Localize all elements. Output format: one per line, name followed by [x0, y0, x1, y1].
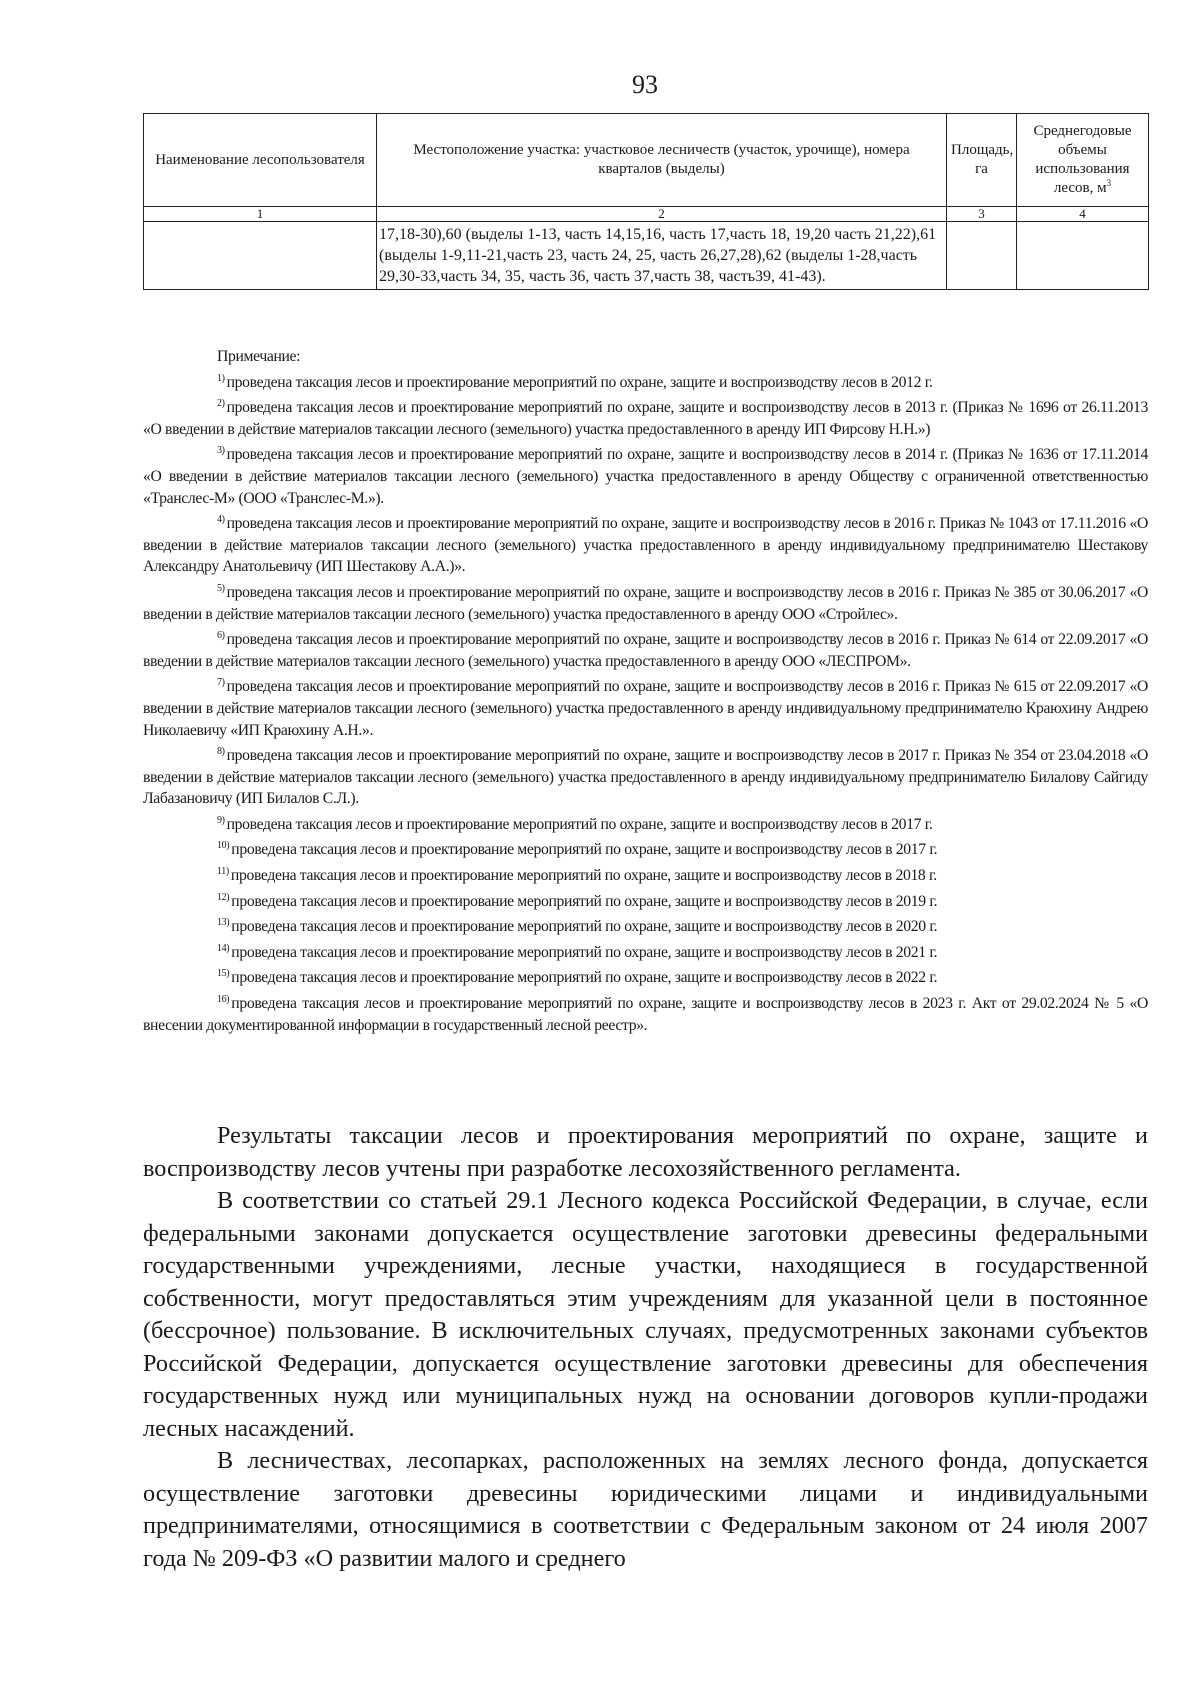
note-text: проведена таксация лесов и проектирование мероприятий по охране, защите и воспроизводству лесов в 2019 г. [231, 892, 938, 910]
notes-section [143, 346, 1148, 1036]
header-volume-unit-power: 3 [1106, 178, 1112, 188]
cell-user [144, 222, 377, 290]
note-marker: 8) [217, 746, 225, 758]
note-marker: 11) [217, 866, 229, 878]
note-item [143, 912, 1148, 938]
note-text: проведена таксация лесов и проектирование мероприятий по охране, защите и воспроизводству лесов в 2018 г. [230, 867, 937, 885]
note-item [143, 368, 1148, 394]
note-item [143, 835, 1148, 861]
note-marker: 1) [217, 372, 225, 384]
note-marker: 13) [217, 917, 230, 929]
note-marker: 15) [217, 968, 230, 980]
cell-location: 17,18-30),60 (выделы 1-13, часть 14,15,16, часть 17,часть 18, 19,20 часть 21,22),61 (выделы 1-9,11-21,часть 23, часть 24, 25, часть 26,27,28),62 (выделы 1-28,часть 29,30-33,часть 34, 35, часть 36, часть 37,часть 38, часть39, 41-43). [377, 222, 947, 290]
note-item [143, 861, 1148, 887]
note-marker: 6) [217, 630, 225, 642]
column-number: 2 [377, 207, 947, 222]
note-marker: 4) [217, 514, 225, 526]
note-text: проведена таксация лесов и проектирование мероприятий по охране, защите и воспроизводству лесов в 2016 г. Приказ № 1043 от 17.11.2016 «О введении в действие материалов таксации лесного (земельного) участка предоставленного в аренду индивидуальному предпринимателю Шестакову Александру Анатольевичу (ИП Шестакову А.А.)». [143, 515, 1148, 576]
note-text: проведена таксация лесов и проектирование мероприятий по охране, защите и воспроизводству лесов в 2022 г. [231, 969, 938, 987]
column-number: 3 [947, 207, 1017, 222]
note-text: проведена таксация лесов и проектирование мероприятий по охране, защите и воспроизводству лесов в 2021 г. [231, 943, 938, 961]
note-marker: 3) [217, 445, 225, 457]
column-number-row [144, 207, 1149, 222]
note-text: проведена таксация лесов и проектирование мероприятий по охране, защите и воспроизводству лесов в 2016 г. Приказ № 615 от 22.09.2017 «О введении в действие материалов таксации лесного (земельного) участка предоставленного в аренду индивидуальному предпринимателю Краюхину Андрею Николаевичу «ИП Краюхину А.Н.». [143, 678, 1148, 739]
header-location: Местоположение участка: участковое лесничеств (участок, урочище), номера кварталов (выделы) [377, 114, 947, 207]
table-row [144, 222, 1149, 290]
note-item [143, 672, 1148, 741]
note-text: проведена таксация лесов и проектирование мероприятий по охране, защите и воспроизводству лесов в 2017 г. [226, 815, 933, 833]
page-number: 93 [632, 70, 658, 99]
note-item [143, 887, 1148, 913]
header-volume [1017, 114, 1149, 207]
cell-volume [1017, 222, 1149, 290]
note-item [143, 509, 1148, 578]
note-text: проведена таксация лесов и проектирование мероприятий по охране, защите и воспроизводству лесов в 2016 г. Приказ № 385 от 30.06.2017 «О введении в действие материалов таксации лесного (земельного) участка предоставленного в аренду ООО «Стройлес». [143, 583, 1148, 623]
header-user: Наименование лесопользователя [144, 114, 377, 207]
body-text [143, 1120, 1148, 1575]
cell-area [947, 222, 1017, 290]
note-text: проведена таксация лесов и проектирование мероприятий по охране, защите и воспроизводству лесов в 2017 г. [231, 841, 938, 859]
note-marker: 10) [217, 840, 230, 852]
note-text: проведена таксация лесов и проектирование мероприятий по охране, защите и воспроизводству лесов в 2023 г. Акт от 29.02.2024 № 5 «О внесении документированной информации в государственный лесной реестр». [143, 995, 1148, 1034]
note-item [143, 741, 1148, 810]
column-number: 1 [144, 207, 377, 222]
note-marker: 9) [217, 814, 225, 826]
note-item [143, 810, 1148, 836]
note-marker: 7) [217, 677, 225, 689]
forest-users-table [143, 113, 1149, 290]
note-text: проведена таксация лесов и проектирование мероприятий по охране, защите и воспроизводству лесов в 2016 г. Приказ № 614 от 22.09.2017 «О введении в действие материалов таксации лесного (земельного) участка предоставленного в аренду ООО «ЛЕСПРОМ». [143, 631, 1148, 670]
note-item [143, 393, 1148, 440]
note-item [143, 440, 1148, 509]
body-paragraph: В лесничествах, лесопарках, расположенных на землях лесного фонда, допускается осуществление заготовки древесины юридическими лицами и индивидуальными предпринимателями, относящимися в соответствии с Федеральным законом от 24 июля 2007 года № 209-ФЗ «О развитии малого и среднего [143, 1447, 1148, 1572]
note-item [143, 938, 1148, 964]
note-item [143, 989, 1148, 1036]
note-marker: 5) [217, 582, 225, 594]
note-text: проведена таксация лесов и проектирование мероприятий по охране, защите и воспроизводству лесов в 2017 г. Приказ № 354 от 23.04.2018 «О введении в действие материалов таксации лесного (земельного) участка предоставленного в аренду индивидуальному предпринимателю Билалову Сайгиду Лабазановичу (ИП Билалов С.Л.). [143, 747, 1148, 808]
body-paragraph: В соответствии со статьей 29.1 Лесного кодекса Российской Федерации, в случае, если федеральными законами допускается осуществление заготовки древесины федеральными государственными учреждениями, лесные участки, находящиеся в государственной собственности, могут предоставляться этим учреждениям для указанной цели в постоянное (бессрочное) пользование. В исключительных случаях, предусмотренных законами субъектов Российской Федерации, допускается осуществление заготовки древесины для обеспечения государственных нужд или муниципальных нужд на основании договоров купли-продажи лесных насаждений. [143, 1187, 1148, 1442]
column-number: 4 [1017, 207, 1149, 222]
table-header-row [144, 114, 1149, 207]
note-marker: 12) [217, 891, 230, 903]
note-marker: 14) [217, 942, 230, 954]
note-marker: 2) [217, 398, 225, 410]
note-text: проведена таксация лесов и проектирование мероприятий по охране, защите и воспроизводству лесов в 2020 г. [231, 918, 938, 936]
header-volume-text: Среднегодовые объемы использования лесов, м [1033, 123, 1132, 196]
note-item [143, 963, 1148, 989]
note-marker: 16) [217, 994, 230, 1006]
note-item [143, 578, 1148, 625]
notes-title: Примечание: [217, 348, 301, 365]
note-item [143, 625, 1148, 672]
header-area: Площадь, га [947, 114, 1017, 207]
body-paragraph: Результаты таксации лесов и проектирования мероприятий по охране, защите и воспроизводству лесов учтены при разработке лесохозяйственного регламента. [143, 1122, 1148, 1182]
note-text: проведена таксация лесов и проектирование мероприятий по охране, защите и воспроизводству лесов в 2012 г. [226, 373, 933, 391]
note-text: проведена таксация лесов и проектирование мероприятий по охране, защите и воспроизводству лесов в 2013 г. (Приказ № 1696 от 26.11.2013 «О введении в действие материалов таксации лесного (земельного) участка предоставленного в аренду ИП Фирсову Н.Н.») [143, 399, 1148, 438]
note-text: проведена таксация лесов и проектирование мероприятий по охране, защите и воспроизводству лесов в 2014 г. (Приказ № 1636 от 17.11.2014 «О введении в действие материалов таксации лесного (земельного) участка предоставленного в аренду Обществу с ограниченной ответственностью «Транслес-М» (ООО «Транслес-М.»). [143, 446, 1148, 507]
